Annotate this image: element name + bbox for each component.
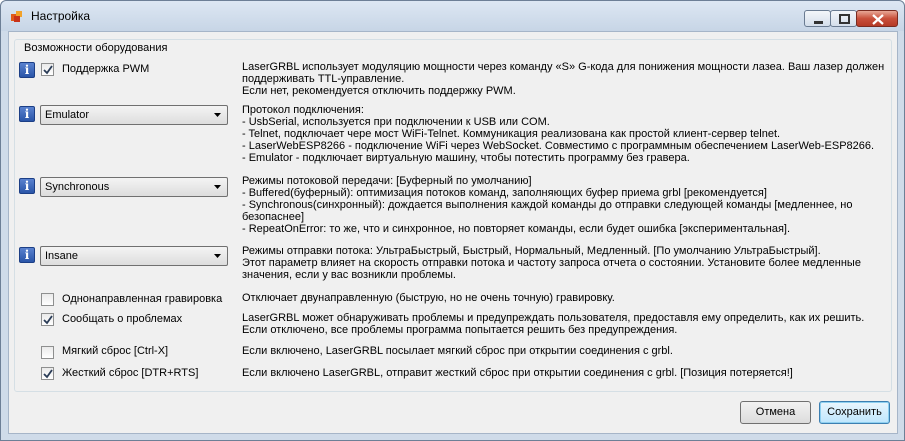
maximize-icon: [831, 11, 858, 28]
app-icon: [11, 10, 25, 23]
pwm-description: LaserGRBL использует модуляцию мощности через команду «S» G-кода для понижения мощности лазеа. Ваш лазер должен поддерживать TTL-управление. Если нет, рекомендуется отключить поддержку PWM.: [242, 61, 885, 97]
checkmark-icon: [43, 315, 53, 325]
report-issues-description: LaserGRBL может обнаруживать проблемы и предупреждать пользователя, предоставля ему определить, как их решить. Если отключено, все проблемы программа попытается решить без предупреждения.: [242, 312, 865, 336]
chevron-down-icon: [214, 185, 221, 189]
minimize-icon: [805, 11, 832, 28]
checkmark-icon: [43, 369, 53, 379]
soft-reset-label: Мягкий сброс [Ctrl-X]: [62, 345, 169, 357]
hard-reset-checkbox[interactable]: [41, 367, 54, 380]
unidirectional-checkbox[interactable]: [41, 293, 54, 306]
report-issues-checkbox[interactable]: [41, 313, 54, 326]
cancel-button[interactable]: Отмена: [740, 401, 811, 424]
close-button[interactable]: [856, 10, 898, 27]
chevron-down-icon: [214, 113, 221, 117]
window-title: Настройка: [31, 9, 91, 23]
group-title: Возможности оборудования: [24, 42, 168, 54]
info-icon[interactable]: i: [19, 178, 35, 194]
pwm-label: Поддержка PWM: [62, 63, 150, 75]
streaming-description: Режимы потоковой передачи: [Буферный по умолчанию] - Buffered(буферный): оптимизация потоков команд, заполняющих буфер приема grbl [рекомендуется] - Synchronous(синхронный): дождается выполнения каждой команды до отправки следующей команды [медленнее, но безопаснее] - RepeatOnError: то же, что и синхронное, но повторяет команды, если будет ошибка [экспериментальная].: [242, 175, 853, 235]
minimize-button[interactable]: [804, 10, 831, 27]
protocol-description: Протокол подключения: - UsbSerial, используется при подключении к USB или COM. - Telnet, подключает чере мост WiFi-Telnet. Коммуникация реализована как простой клиент-сервер telnet. - LaserWebESP8266 - подключение WiFi через WebSocket. Совместимо с программным обеспечением LaserWeb-ESP8266. - Emulator - подключает виртуальную машину, чтобы потестить программу без гравера.: [242, 104, 875, 164]
chevron-down-icon: [214, 254, 221, 258]
protocol-select-value: Emulator: [45, 109, 90, 121]
hard-reset-label: Жесткий сброс [DTR+RTS]: [62, 367, 199, 379]
unidirectional-description: Отключает двунаправленную (быструю, но не очень точную) гравировку.: [242, 292, 615, 304]
dialog-client-area: [8, 31, 898, 434]
unidirectional-label: Однонаправленная гравировка: [62, 293, 223, 305]
hardware-options-group: [14, 39, 892, 392]
hard-reset-description: Если включено LaserGRBL, отправит жесткий сброс при открытии соединения с grbl. [Позиция потеряется!]: [242, 367, 793, 379]
streaming-mode-select[interactable]: [40, 177, 228, 197]
soft-reset-checkbox[interactable]: [41, 346, 54, 359]
info-icon[interactable]: i: [19, 247, 35, 263]
save-button[interactable]: Сохранить: [819, 401, 890, 424]
streaming-speed-select[interactable]: [40, 246, 228, 266]
speed-description: Режимы отправки потока: УльтраБыстрый, Быстрый, Нормальный, Медленный. [По умолчанию УльтраБыстрый]. Этот параметр влияет на скорость отправки потока и частоту запроса отчета о состоянии. Установите более медленные значения, если у вас возникли проблемы.: [242, 245, 861, 281]
streaming-speed-select-value: Insane: [45, 250, 79, 262]
info-icon[interactable]: i: [19, 62, 35, 78]
pwm-checkbox[interactable]: [41, 63, 54, 76]
checkmark-icon: [43, 65, 53, 75]
title-bar[interactable]: [1, 1, 904, 31]
close-icon: [857, 11, 899, 28]
report-issues-label: Сообщать о проблемах: [62, 313, 183, 325]
maximize-button[interactable]: [830, 10, 857, 27]
protocol-select[interactable]: [40, 105, 228, 125]
info-icon[interactable]: i: [19, 106, 35, 122]
streaming-mode-select-value: Synchronous: [45, 181, 110, 193]
soft-reset-description: Если включено, LaserGRBL посылает мягкий сброс при открытии соединения с grbl.: [242, 345, 673, 357]
